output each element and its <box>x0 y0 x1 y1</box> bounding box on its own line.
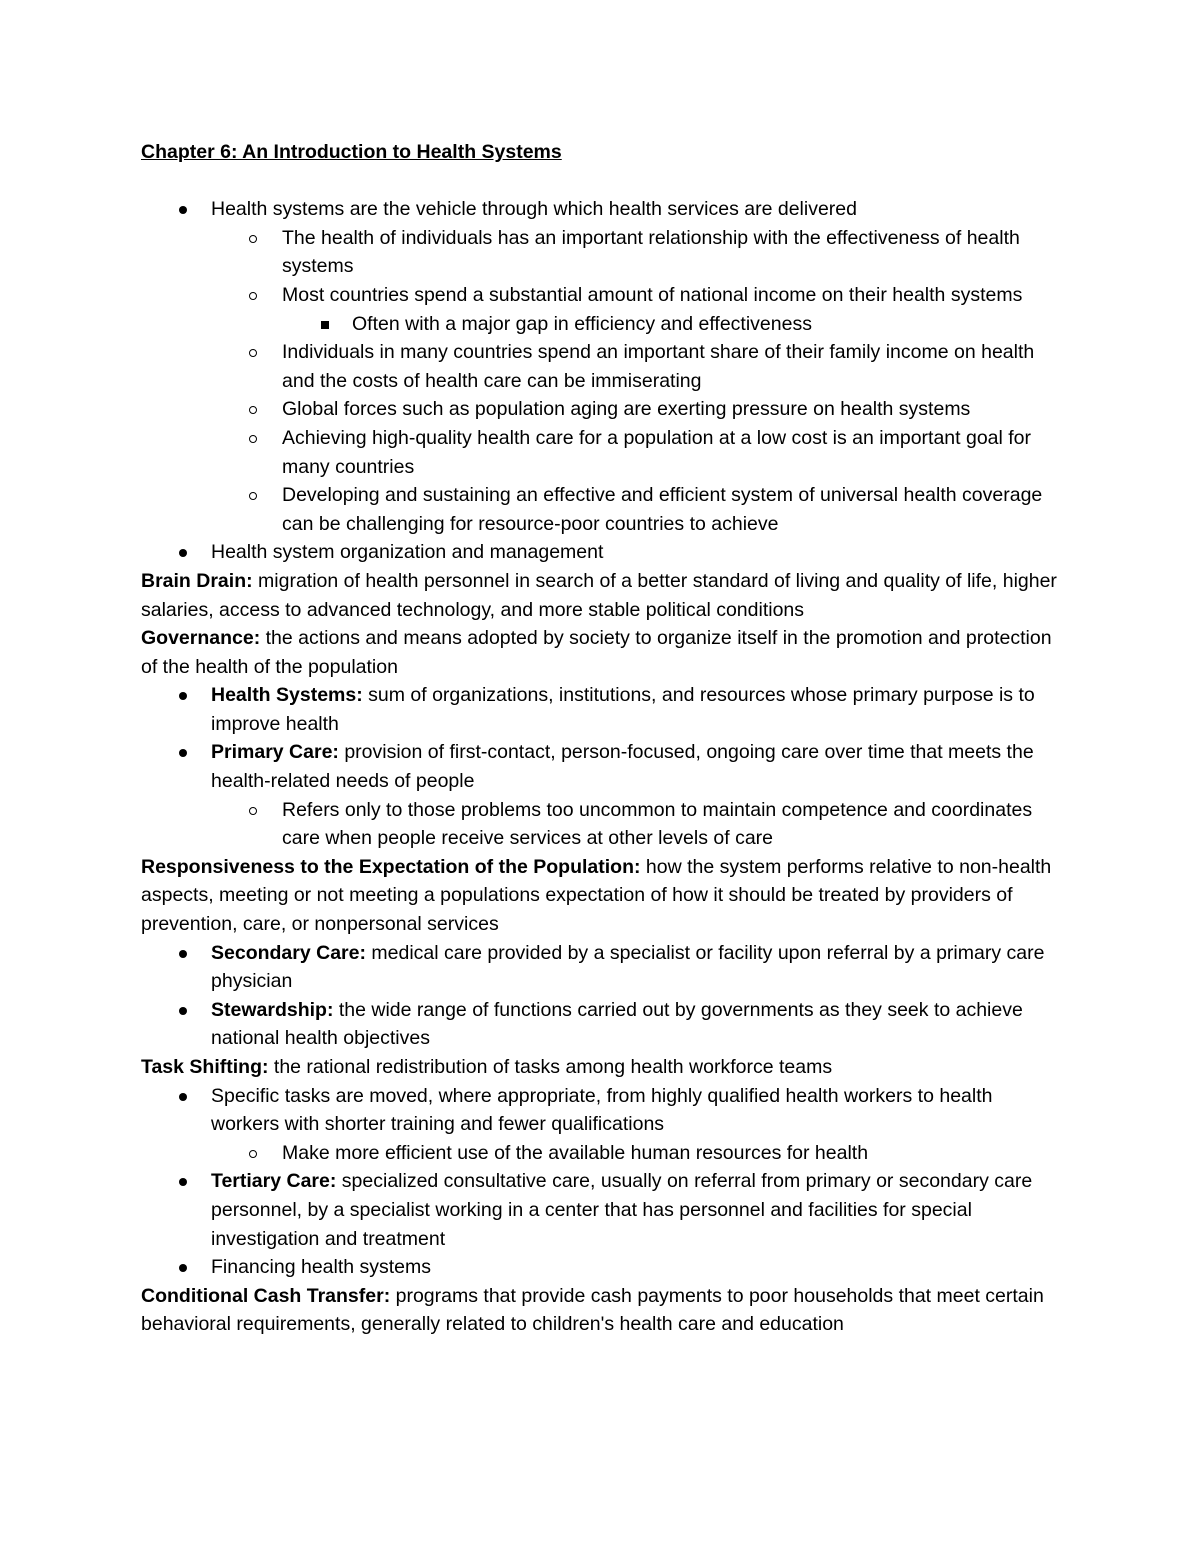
definition-text: the wide range of functions carried out by governments as they seek to achieve national health objectives <box>211 998 1023 1050</box>
definition-paragraph <box>141 853 1061 939</box>
list-item <box>141 424 1061 481</box>
filled-bullet-icon <box>175 195 195 224</box>
list-item <box>141 538 1061 567</box>
list-item-text: Health systems are the vehicle through which health services are delivered <box>211 198 857 221</box>
list-item <box>141 1082 1061 1139</box>
definition-paragraph <box>141 567 1061 624</box>
hollow-bullet-icon <box>245 481 265 510</box>
definition-term: Health Systems: <box>211 684 363 707</box>
definition-term: Tertiary Care: <box>211 1170 337 1193</box>
list-item-text: Global forces such as population aging are exerting pressure on health systems <box>282 398 971 421</box>
definition-term: Responsiveness to the Expectation of the Population: <box>141 855 641 878</box>
definition-text: the actions and means adopted by society to organize itself in the promotion and protection of the health of the population <box>141 627 1052 678</box>
list-item-text: Achieving high-quality health care for a population at a low cost is an important goal for many countries <box>282 426 1032 478</box>
definition-text: specialized consultative care, usually on referral from primary or secondary care personnel, by a specialist working in a center that has personnel and facilities for special investigation and treatment <box>211 1170 1033 1250</box>
bullet-list <box>141 1082 1061 1282</box>
list-item-text: Financing health systems <box>211 1256 432 1279</box>
definition-term: Conditional Cash Transfer: <box>141 1284 391 1307</box>
list-item <box>141 1139 1061 1168</box>
square-bullet-icon <box>316 310 336 339</box>
list-item <box>141 996 1061 1053</box>
list-item <box>141 1167 1061 1253</box>
hollow-bullet-icon <box>245 224 265 253</box>
definition-term: Primary Care: <box>211 741 339 764</box>
list-item <box>141 338 1061 395</box>
filled-bullet-icon <box>175 1167 195 1196</box>
definition-paragraph <box>141 1282 1061 1339</box>
list-item <box>141 395 1061 424</box>
bullet-list <box>141 681 1061 853</box>
filled-bullet-icon <box>175 939 195 968</box>
definition-text: provision of first-contact, person-focused, ongoing care over time that meets the health-related needs of people <box>211 741 1034 793</box>
definition-text: how the system performs relative to non-health aspects, meeting or not meeting a populations expectation of how it should be treated by providers of prevention, care, or nonpersonal services <box>141 855 1052 936</box>
filled-bullet-icon <box>175 1253 195 1282</box>
hollow-bullet-icon <box>245 796 265 825</box>
hollow-bullet-icon <box>245 395 265 424</box>
chapter-title: Chapter 6: An Introduction to Health Systems <box>141 141 562 163</box>
list-item <box>141 1253 1061 1282</box>
definition-paragraph <box>141 1053 1061 1082</box>
filled-bullet-icon <box>175 681 195 710</box>
list-item-text: Most countries spend a substantial amount of national income on their health systems <box>282 283 1023 306</box>
list-item <box>141 481 1061 538</box>
list-item-text: Refers only to those problems too uncommon to maintain competence and coordinates care when people receive services at other levels of care <box>282 798 1033 850</box>
definition-text: migration of health personnel in search of a better standard of living and quality of life, higher salaries, access to advanced technology, and more stable political conditions <box>141 569 1057 621</box>
list-item <box>141 939 1061 996</box>
list-item <box>141 796 1061 853</box>
definition-text: sum of organizations, institutions, and resources whose primary purpose is to improve health <box>211 684 1035 735</box>
definition-term: Stewardship: <box>211 998 334 1021</box>
definition-text: programs that provide cash payments to poor households that meet certain behavioral requirements, generally related to children's health care and education <box>141 1284 1044 1336</box>
filled-bullet-icon <box>175 996 195 1025</box>
list-item-text: Health system organization and management <box>211 541 604 564</box>
definition-term: Brain Drain: <box>141 569 253 592</box>
hollow-bullet-icon <box>245 338 265 367</box>
hollow-bullet-icon <box>245 1139 265 1168</box>
hollow-bullet-icon <box>245 281 265 310</box>
bullet-list <box>141 195 1061 567</box>
filled-bullet-icon <box>175 738 195 767</box>
filled-bullet-icon <box>175 538 195 567</box>
list-item-text: Often with a major gap in efficiency and effectiveness <box>352 312 812 335</box>
document-page <box>141 138 1061 1339</box>
filled-bullet-icon <box>175 1082 195 1111</box>
list-item <box>141 681 1061 738</box>
definition-term: Task Shifting: <box>141 1056 269 1078</box>
definition-text: the rational redistribution of tasks among health workforce teams <box>268 1056 833 1078</box>
definition-paragraph <box>141 624 1061 681</box>
list-item <box>141 195 1061 224</box>
list-item-text: Make more efficient use of the available human resources for health <box>282 1141 869 1164</box>
list-item <box>141 738 1061 795</box>
definition-term: Governance: <box>141 627 261 650</box>
list-item-text: Specific tasks are moved, where appropriate, from highly qualified health workers to health workers with shorter training and fewer qualifications <box>211 1084 993 1136</box>
list-item-text: Developing and sustaining an effective and efficient system of universal health coverage can be challenging for resource-poor countries to achieve <box>282 484 1043 535</box>
list-item <box>141 224 1061 281</box>
definition-term: Secondary Care: <box>211 941 366 964</box>
list-item <box>141 310 1061 339</box>
list-item-text: The health of individuals has an important relationship with the effectiveness of health systems <box>282 226 1020 278</box>
list-item-text: Individuals in many countries spend an important share of their family income on health and the costs of health care can be immiserating <box>282 341 1035 392</box>
hollow-bullet-icon <box>245 424 265 453</box>
list-item <box>141 281 1061 310</box>
definition-text: medical care provided by a specialist or facility upon referral by a primary care physician <box>211 941 1045 993</box>
bullet-list <box>141 939 1061 1053</box>
